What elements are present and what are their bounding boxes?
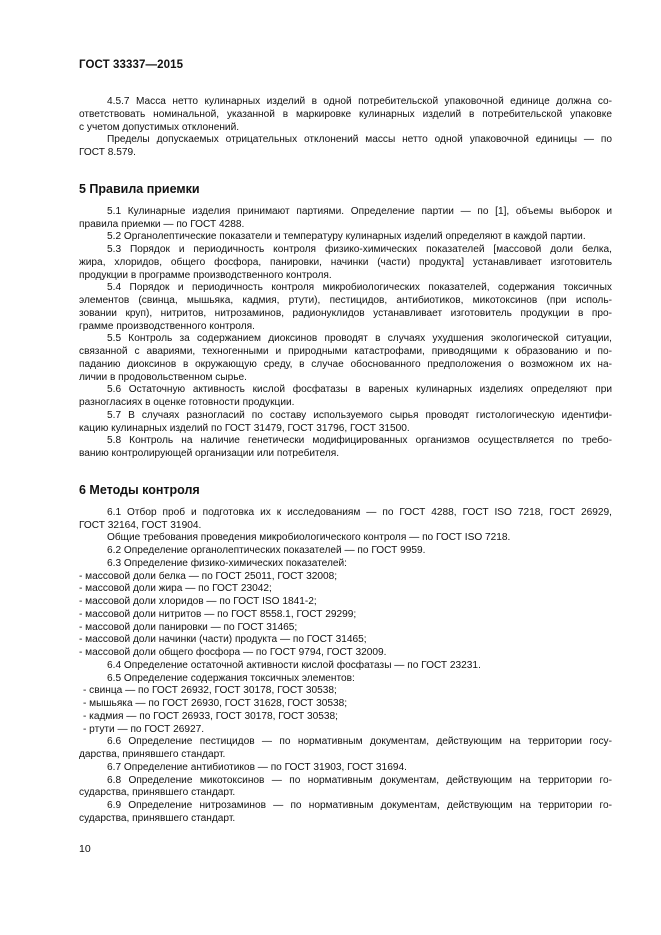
text-line: 6.1 Отбор проб и подготовка их к исследованиям — по ГОСТ 4288, ГОСТ ISO 7218, ГОСТ 26929, — [107, 506, 612, 518]
list-item: - мышьяка — по ГОСТ 26930, ГОСТ 31628, ГОСТ 30538; — [83, 698, 348, 709]
text-line: дарства, принявшего стандарт. — [79, 749, 226, 760]
text-line: паданию диоксинов в окружающую среду, в случае обоснованного предположения о возможном их на- — [79, 358, 612, 370]
text-line: 5.7 В случаях разногласий по составу используемого сырья проводят гистологическую идентифи- — [107, 409, 612, 421]
text-line: 6.3 Определение физико-химических показателей: — [107, 557, 347, 569]
list-item: - свинца — по ГОСТ 26932, ГОСТ 30178, ГОСТ 30538; — [83, 685, 337, 697]
page-number: 10 — [79, 843, 91, 855]
document-body — [79, 96, 612, 826]
text-line: 6.7 Определение антибиотиков — по ГОСТ 31903, ГОСТ 31694. — [107, 761, 407, 773]
section-6-body — [79, 507, 612, 826]
text-line: 6.8 Определение микотоксинов — по нормативным документам, действующим на территории го- — [107, 774, 612, 786]
text-line: ответствовать номинальной, указанной в маркировке кулинарных изделий в потребительской упаковке — [79, 108, 612, 120]
text-line: связанной с авариями, техногенными и природными катастрофами, приводящими к образованию и по- — [79, 346, 612, 357]
text-line: ГОСТ 8.579. — [79, 147, 136, 158]
text-line: 5.5 Контроль за содержанием диоксинов проводят в случаях ухудшения экологической ситуации, — [107, 333, 612, 345]
text-line: 5.6 Остаточную активность кислой фосфатазы в вареных кулинарных изделиях определяют при — [107, 384, 612, 396]
text-line: сударства, принявшего стандарт. — [79, 812, 236, 824]
text-line: разногласиях в оценке готовности продукции. — [79, 397, 295, 408]
text-line: Пределы допускаемых отрицательных отклонений массы нетто одной упаковочной единицы — по — [107, 134, 612, 146]
text-line: правила приемки — по ГОСТ 4288. — [79, 218, 245, 230]
text-line: 5.4 Порядок и периодичность контроля микробиологических показателей, содержания токсичных — [107, 282, 612, 294]
list-item: - кадмия — по ГОСТ 26933, ГОСТ 30178, ГОСТ 30538; — [83, 710, 338, 722]
list-item: - массовой доли хлоридов — по ГОСТ ISO 1841-2; — [79, 596, 317, 607]
text-line: 5.2 Органолептические показатели и температуру кулинарных изделий определяют в каждой партии. — [107, 231, 586, 243]
list-item: - массовой доли нитритов — по ГОСТ 8558.1, ГОСТ 29299; — [79, 608, 357, 620]
section-6-heading: 6 Методы контроля — [79, 482, 200, 497]
section-5-body — [79, 206, 612, 461]
text-line: 6.2 Определение органолептических показателей — по ГОСТ 9959. — [107, 545, 426, 556]
text-line: продукции в программе производственного контроля. — [79, 269, 332, 281]
text-line: грамме производственного контроля. — [79, 320, 255, 332]
text-line: ГОСТ 32164, ГОСТ 31904. — [79, 519, 202, 531]
section-5-heading: 5 Правила приемки — [79, 181, 200, 196]
text-line: 6.5 Определение содержания токсичных элементов: — [107, 672, 355, 684]
list-item: - ртути — по ГОСТ 26927. — [83, 723, 205, 735]
text-line: 6.6 Определение пестицидов — по нормативным документам, действующим на территории госу- — [107, 736, 612, 748]
text-line: 5.3 Порядок и периодичность контроля физико-химических показателей [массовой доли белка, — [107, 244, 612, 255]
text-line: кацию кулинарных изделий по ГОСТ 31479, ГОСТ 31796, ГОСТ 31500. — [79, 422, 410, 434]
text-line: с учетом допустимых отклонений. — [79, 121, 240, 133]
text-line: зовании круп), нитритов, нитрозаминов, радионуклидов устанавливает изготовитель продукции в про- — [79, 307, 612, 319]
document-header: ГОСТ 33337—2015 — [79, 59, 184, 71]
text-line: 4.5.7 Масса нетто кулинарных изделий в одной потребительской упаковочной единице должна со- — [107, 96, 612, 107]
text-line: 6.4 Определение остаточной активности кислой фосфатазы — по ГОСТ 23231. — [107, 659, 481, 671]
text-line: Общие требования проведения микробиологического контроля — по ГОСТ ISO 7218. — [107, 532, 511, 544]
list-item: - массовой доли общего фосфора — по ГОСТ 9794, ГОСТ 32009. — [79, 647, 387, 658]
text-line: личии в продовольственном сырье. — [79, 371, 247, 383]
list-item: - массовой доли панировки — по ГОСТ 31465; — [79, 621, 298, 633]
text-line: 5.1 Кулинарные изделия принимают партиями. Определение партии — по [1], объемы выборок и — [107, 205, 612, 217]
text-line: сударства, принявшего стандарт. — [79, 787, 236, 799]
clause-4-5-7 — [79, 96, 612, 160]
list-item: - массовой доли жира — по ГОСТ 23042; — [79, 583, 272, 595]
text-line: жира, хлоридов, общего фосфора, панировки, начинки (части) продукта] устанавливает изготовитель — [79, 256, 612, 268]
list-item: - массовой доли начинки (части) продукта — по ГОСТ 31465; — [79, 634, 367, 646]
text-line: 5.8 Контроль на наличие генетически модифицированных организмов осуществляется по требо- — [107, 435, 612, 447]
text-line: элементов (свинца, мышьяка, кадмия, ртути), пестицидов, антибиотиков, микотоксинов (при исполь- — [79, 295, 612, 306]
list-item: - массовой доли белка — по ГОСТ 25011, ГОСТ 32008; — [79, 570, 338, 582]
text-line: 6.9 Определение нитрозаминов — по нормативным документам, действующим на территории го- — [107, 800, 612, 811]
text-line: ванию контролирующей организации или потребителя. — [79, 448, 340, 459]
